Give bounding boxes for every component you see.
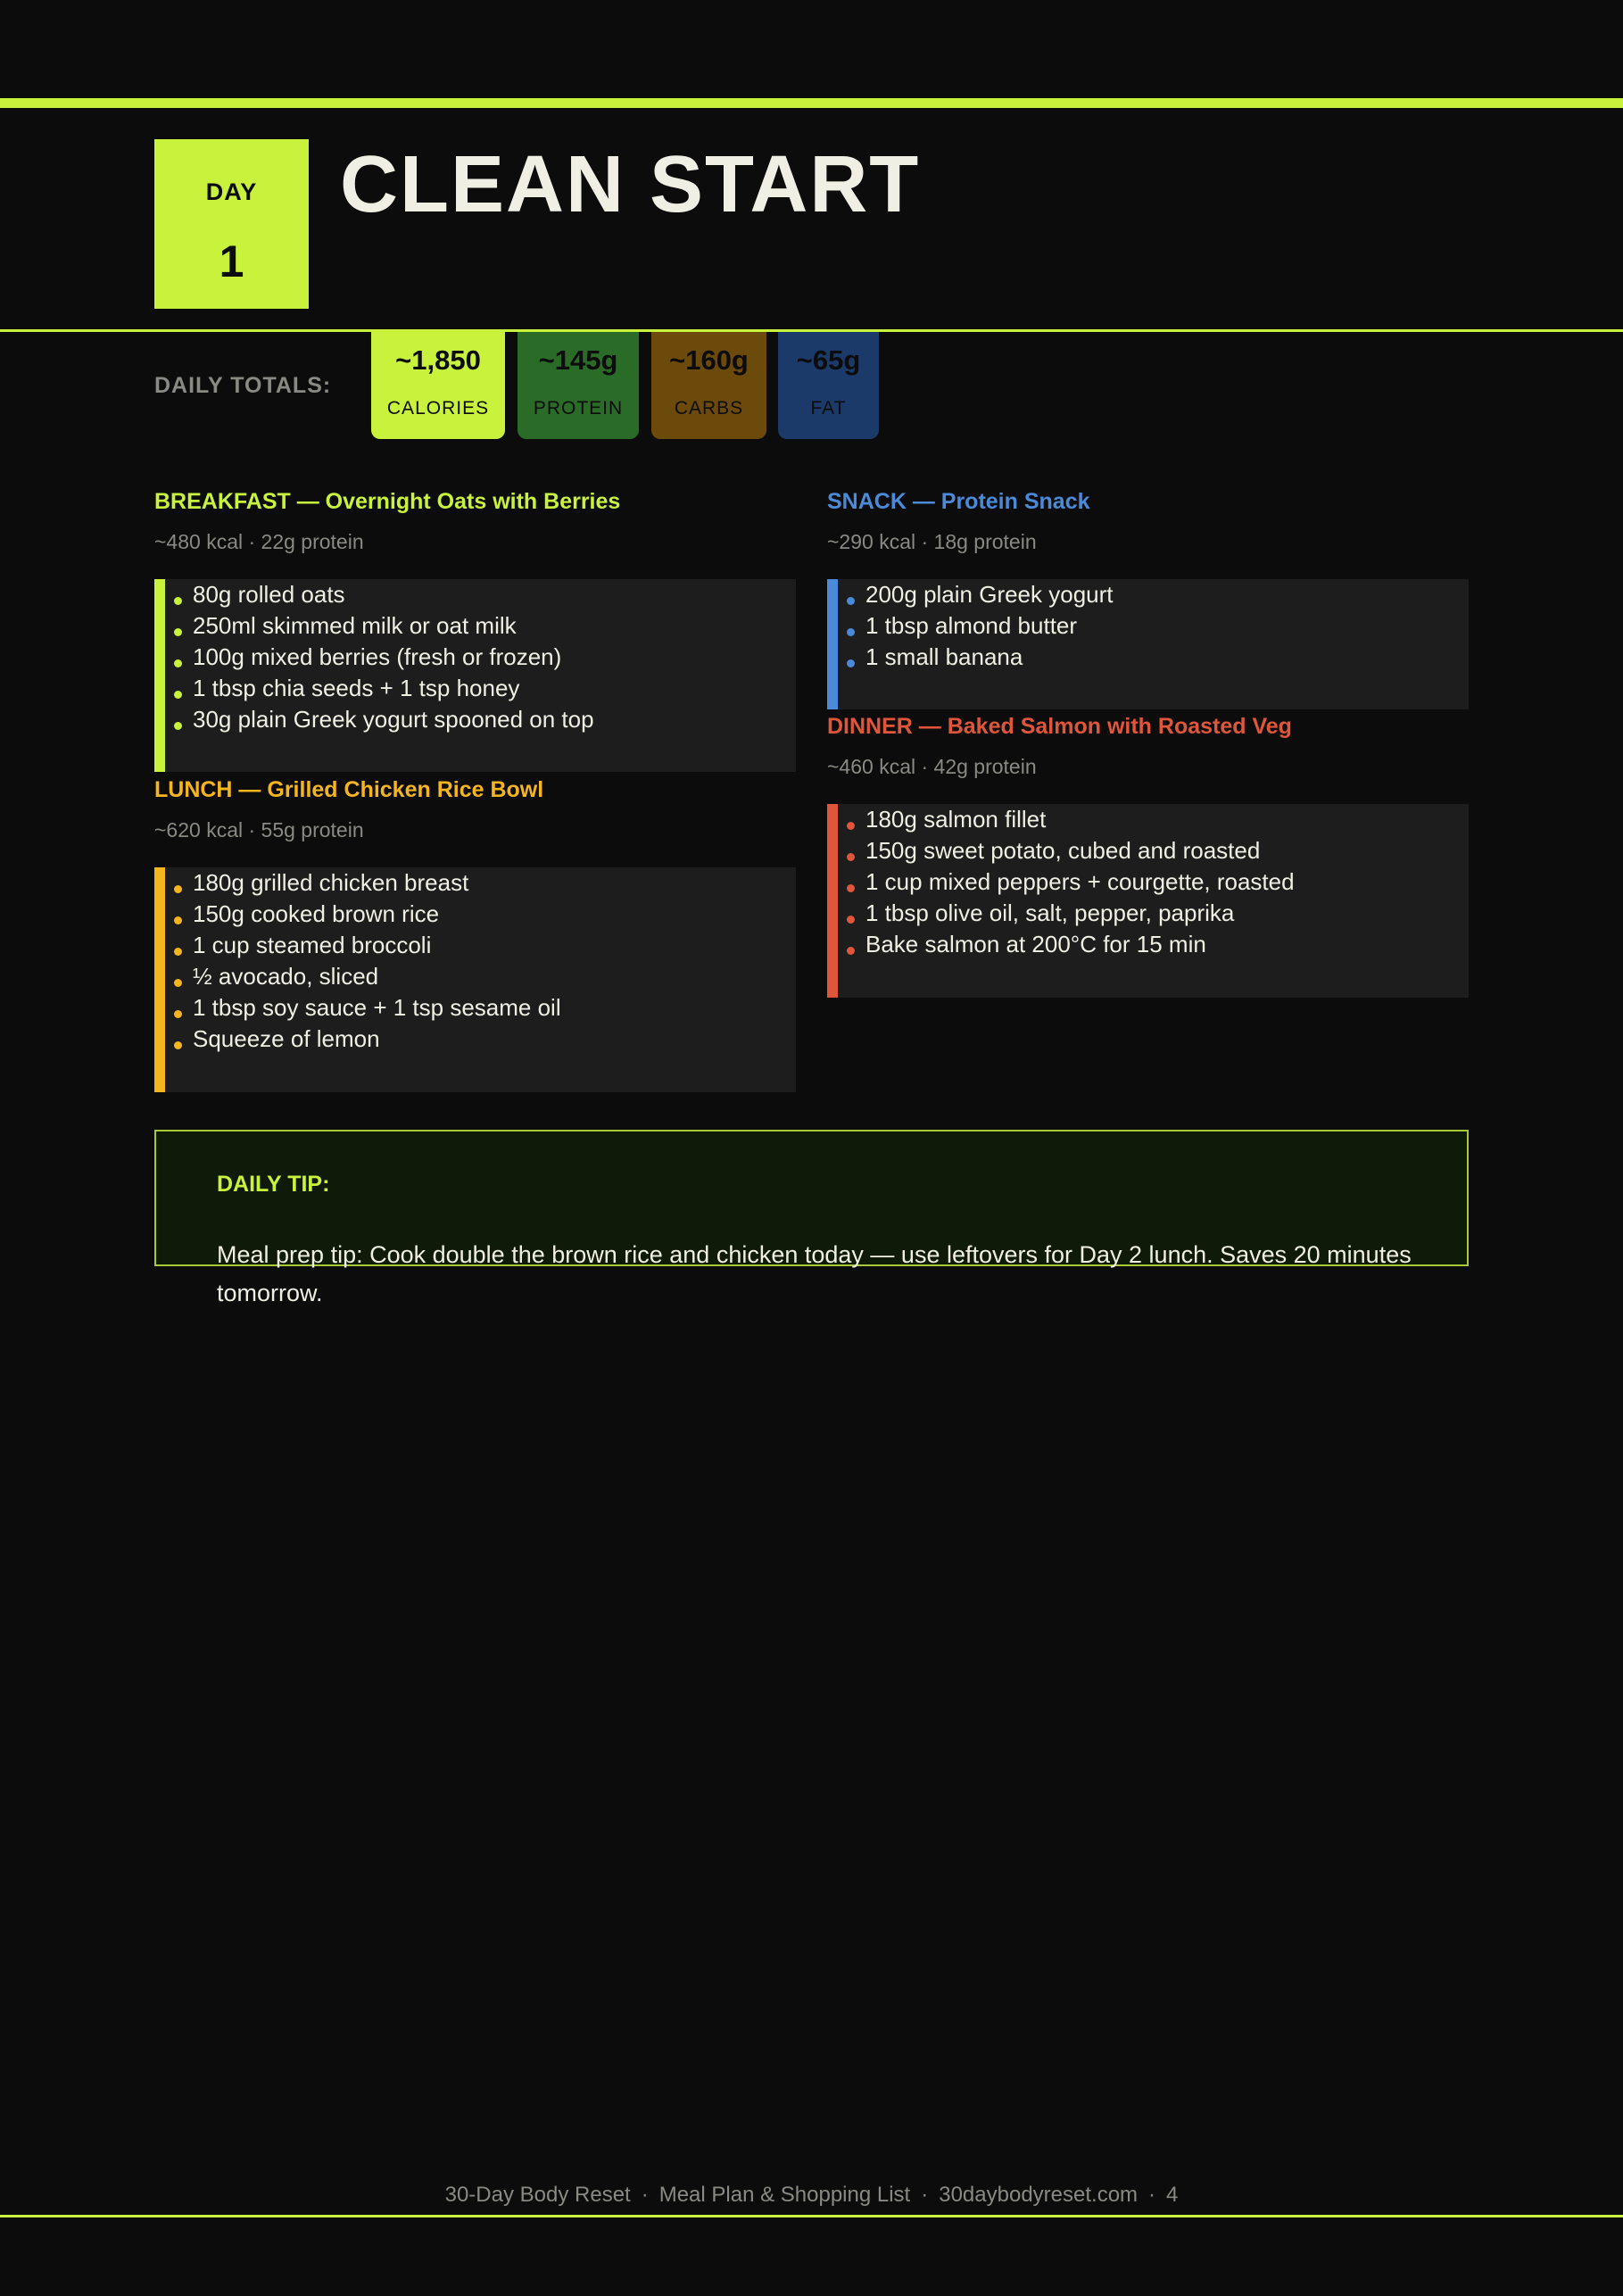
list-item <box>165 899 561 930</box>
ingredient-text: 1 cup mixed peppers + courgette, roasted <box>865 868 1295 895</box>
bullet-icon <box>847 628 855 636</box>
snack-ingredient-list <box>838 579 1114 673</box>
bullet-icon <box>847 597 855 605</box>
stat-value: ~65g <box>796 344 861 376</box>
list-item <box>165 1024 561 1055</box>
daily-tip-text: Meal prep tip: Cook double the brown rice and chicken today — use leftovers for Day 2 lunch. Saves 20 minutes tomorrow. <box>217 1241 1412 1306</box>
bullet-icon <box>174 722 182 730</box>
bullet-icon <box>174 1010 182 1018</box>
bullet-icon <box>174 628 182 636</box>
day-number: 1 <box>219 236 244 286</box>
list-item <box>838 642 1114 673</box>
ingredient-text: 80g rolled oats <box>193 581 345 608</box>
bullet-icon <box>174 916 182 924</box>
list-item <box>165 704 594 735</box>
dinner-card <box>827 804 1469 998</box>
list-item <box>165 930 561 961</box>
list-item <box>838 804 1295 835</box>
stat-protein <box>518 332 639 439</box>
stat-label: PROTEIN <box>533 398 624 419</box>
lunch-meta: ~620 kcal · 55g protein <box>154 818 364 841</box>
bullet-icon <box>847 659 855 667</box>
top-accent-rule <box>0 98 1623 108</box>
ingredient-text: ½ avocado, sliced <box>193 963 379 990</box>
ingredient-text: 1 tbsp soy sauce + 1 tsp sesame oil <box>193 994 561 1021</box>
lunch-ingredient-list <box>165 867 561 1055</box>
stat-calories <box>371 332 505 439</box>
footer-title: 30-Day Body Reset <box>444 2183 631 2207</box>
list-item <box>838 898 1295 929</box>
breakfast-ingredient-list <box>165 579 594 735</box>
ingredient-text: 100g mixed berries (fresh or frozen) <box>193 643 562 670</box>
ingredient-text: 1 small banana <box>865 643 1023 670</box>
page-number: 4 <box>1166 2183 1179 2207</box>
stat-value: ~1,850 <box>395 344 481 376</box>
list-item <box>838 835 1295 866</box>
bullet-icon <box>847 916 855 924</box>
ingredient-text: 30g plain Greek yogurt spooned on top <box>193 706 594 733</box>
bullet-icon <box>847 947 855 955</box>
bullet-icon <box>847 822 855 830</box>
day-label: DAY <box>205 178 258 205</box>
list-item <box>165 579 594 610</box>
dinner-meta: ~460 kcal · 42g protein <box>827 755 1037 778</box>
bullet-icon <box>174 597 182 605</box>
stat-label: FAT <box>810 398 847 419</box>
list-item <box>165 642 594 673</box>
footer-divider <box>0 2215 1623 2217</box>
page-title: CLEAN START <box>340 140 921 229</box>
list-item <box>165 673 594 704</box>
dinner-ingredient-list <box>838 804 1295 960</box>
snack-title: SNACK — Protein Snack <box>827 489 1090 514</box>
daily-tip-label: DAILY TIP: <box>217 1172 330 1197</box>
ingredient-text: 150g sweet potato, cubed and roasted <box>865 837 1261 864</box>
ingredient-text: Bake salmon at 200°C for 15 min <box>865 931 1206 957</box>
bullet-icon <box>174 948 182 956</box>
bullet-icon <box>174 691 182 699</box>
list-item <box>165 992 561 1024</box>
list-item <box>165 610 594 642</box>
bullet-icon <box>847 884 855 892</box>
stat-fat <box>778 332 879 439</box>
ingredient-text: 180g grilled chicken breast <box>193 869 469 896</box>
footer <box>0 2183 1623 2208</box>
ingredient-text: 1 tbsp olive oil, salt, pepper, paprika <box>865 899 1235 926</box>
footer-website: 30daybodyreset.com <box>939 2183 1139 2207</box>
breakfast-title: BREAKFAST — Overnight Oats with Berries <box>154 489 621 514</box>
stat-label: CALORIES <box>386 398 490 419</box>
snack-card <box>827 579 1469 709</box>
ingredient-text: 1 tbsp almond butter <box>865 612 1078 639</box>
ingredient-text: 1 tbsp chia seeds + 1 tsp honey <box>193 675 520 701</box>
stat-label: CARBS <box>674 398 744 419</box>
bullet-icon <box>847 853 855 861</box>
dinner-title: DINNER — Baked Salmon with Roasted Veg <box>827 714 1292 739</box>
bullet-icon <box>174 979 182 987</box>
bullet-icon <box>174 1041 182 1049</box>
bullet-icon <box>174 659 182 667</box>
breakfast-card <box>154 579 796 772</box>
stat-value: ~160g <box>669 344 749 376</box>
ingredient-text: 200g plain Greek yogurt <box>865 581 1114 608</box>
stat-carbs <box>651 332 766 439</box>
list-item <box>165 961 561 992</box>
ingredient-text: 1 cup steamed broccoli <box>193 932 432 958</box>
list-item <box>838 579 1114 610</box>
snack-meta: ~290 kcal · 18g protein <box>827 530 1037 553</box>
footer-subtitle: Meal Plan & Shopping List <box>658 2183 911 2207</box>
list-item <box>838 866 1295 898</box>
list-item <box>838 929 1295 960</box>
stat-value: ~145g <box>538 344 618 376</box>
lunch-card <box>154 867 796 1092</box>
bullet-icon <box>174 885 182 893</box>
list-item <box>838 610 1114 642</box>
ingredient-text: 150g cooked brown rice <box>193 900 440 927</box>
lunch-title: LUNCH — Grilled Chicken Rice Bowl <box>154 777 544 802</box>
footer-separator: · <box>1148 2183 1156 2207</box>
day-badge <box>154 139 309 309</box>
breakfast-meta: ~480 kcal · 22g protein <box>154 530 364 553</box>
daily-totals-label: DAILY TOTALS: <box>154 373 332 398</box>
footer-separator: · <box>921 2183 929 2207</box>
ingredient-text: 250ml skimmed milk or oat milk <box>193 612 517 639</box>
ingredient-text: 180g salmon fillet <box>865 806 1047 833</box>
footer-separator: · <box>641 2183 649 2207</box>
ingredient-text: Squeeze of lemon <box>193 1025 380 1052</box>
list-item <box>165 867 561 899</box>
